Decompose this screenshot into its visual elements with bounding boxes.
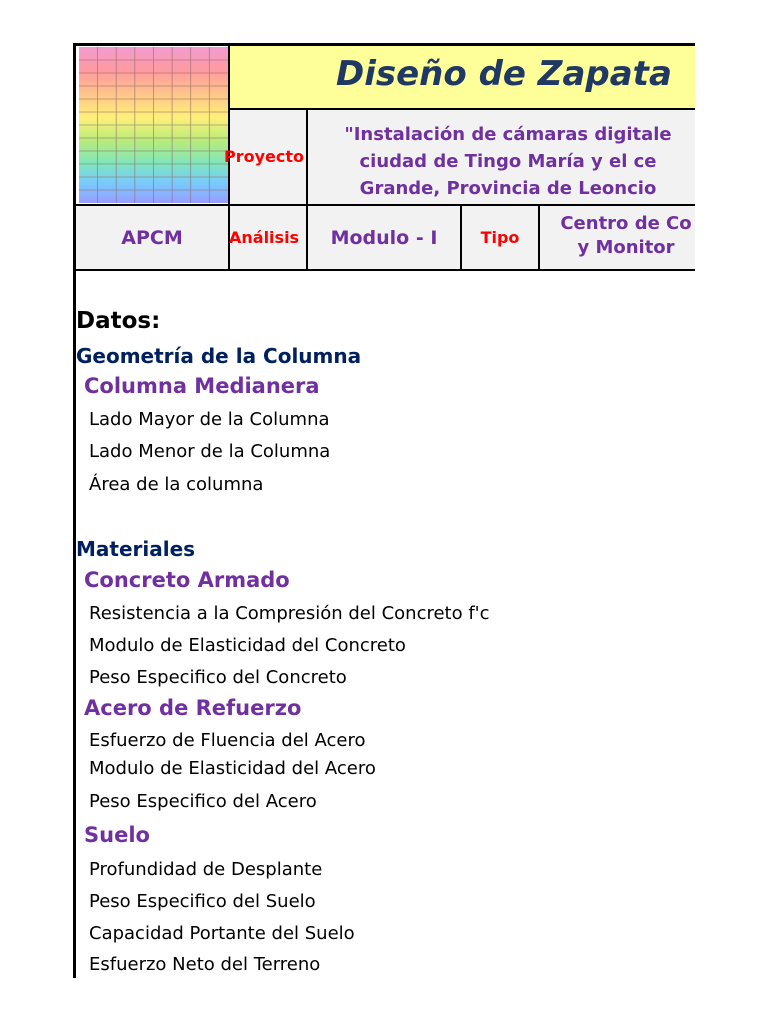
field-label: Esfuerzo de Fluencia del Acero [89,730,366,751]
apcm-label: APCM [121,227,183,249]
proyecto-label: Proyecto [224,147,305,166]
field-label: Peso Especifico del Concreto [89,667,347,688]
field-label: Área de la columna [89,474,264,495]
analisis-label: Análisis [229,228,300,247]
datos-heading: Datos: [76,308,161,334]
border-info-bottom [73,269,695,271]
border-header-bottom [73,204,695,206]
field-label: Esfuerzo Neto del Terreno [89,954,321,975]
concreto-heading: Concreto Armado [84,568,290,592]
tipo-line: y Monitor [577,237,675,258]
page-title: Diseño de Zapata [336,54,672,94]
field-label: Lado Menor de la Columna [89,441,331,462]
border-title-bottom [230,108,695,110]
field-label: Peso Especifico del Suelo [89,891,316,912]
field-label: Capacidad Portante del Suelo [89,923,355,944]
suelo-heading: Suelo [84,823,150,847]
project-description [308,121,695,202]
field-label: Resistencia a la Compresión del Concreto f'c [89,603,490,624]
border-left [73,44,76,978]
border-tipo-right [538,204,540,270]
project-line: ciudad de Tingo María y el ce [359,151,657,172]
field-label: Lado Mayor de la Columna [89,409,330,430]
tipo-label: Tipo [480,228,520,247]
field-label: Peso Especifico del Acero [89,791,317,812]
modulo-value: Modulo - I [330,227,438,249]
project-line: "Instalación de cámaras digitale [344,124,672,145]
materiales-heading: Materiales [76,537,196,561]
field-label: Modulo de Elasticidad del Concreto [89,635,406,656]
geometria-heading: Geometría de la Columna [76,344,362,368]
project-line: Grande, Provincia de Leoncio [359,178,657,199]
rainbow-grid-logo [79,47,228,203]
acero-heading: Acero de Refuerzo [84,696,302,720]
columna-medianera-heading: Columna Medianera [84,374,320,398]
border-top [73,43,695,46]
tipo-value [541,212,695,260]
field-label: Profundidad de Desplante [89,859,323,880]
field-label: Modulo de Elasticidad del Acero [89,758,376,779]
tipo-line: Centro de Co [560,213,692,234]
